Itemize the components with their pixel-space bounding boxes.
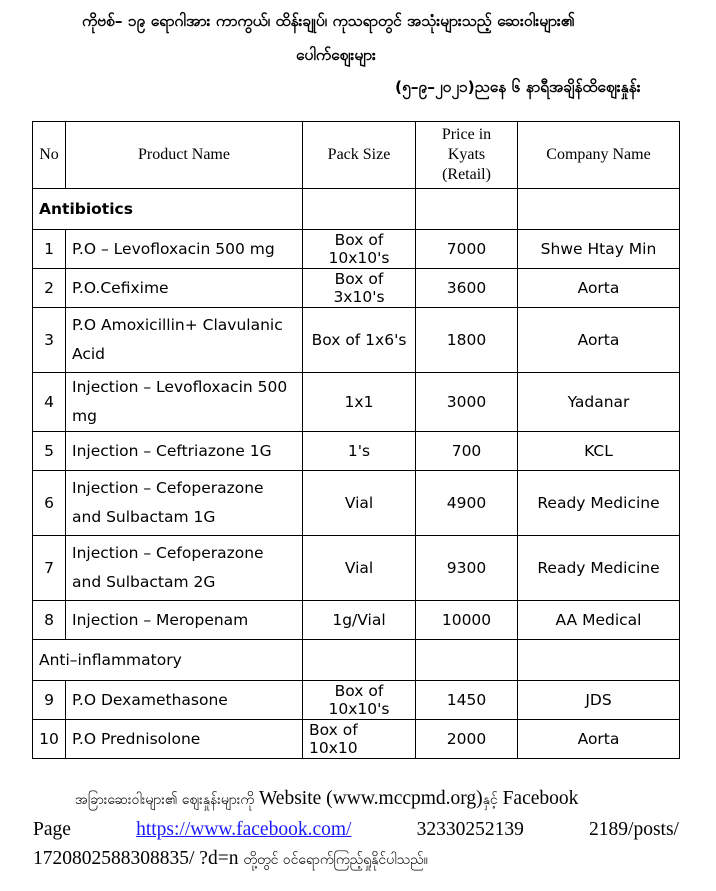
empty-cell (416, 640, 518, 681)
price: 1800 (416, 308, 518, 373)
section-row-antibiotics (33, 189, 680, 230)
row-no: 8 (33, 601, 66, 640)
section-row-anti-inflammatory (33, 640, 680, 681)
pack-size: 1g/Vial (303, 601, 416, 640)
header-no: No (33, 122, 66, 189)
footer-note (33, 784, 679, 875)
pack-size: 1x1 (303, 373, 416, 432)
product-name: Injection – Cefoperazone and Sulbactam 1G (66, 471, 303, 536)
price: 7000 (416, 230, 518, 269)
table-row (33, 536, 680, 601)
product-name: P.O Prednisolone (66, 720, 303, 759)
footer-num1: 32330252139 (416, 819, 524, 840)
price-date: (၅–၉–၂၀၂၁)ညနေ ၆ နာရီအချိန်ထိဈေးနှုန်း (395, 78, 641, 96)
price: 3600 (416, 269, 518, 308)
company-name: Shwe Htay Min (518, 230, 680, 269)
header-product-name: Product Name (66, 122, 303, 189)
footer-line-3 (33, 844, 679, 875)
row-no: 2 (33, 269, 66, 308)
row-no: 5 (33, 432, 66, 471)
company-name: Aorta (518, 269, 680, 308)
company-name: KCL (518, 432, 680, 471)
price: 4900 (416, 471, 518, 536)
header-price: Price in Kyats (Retail) (416, 122, 518, 189)
footer-website: Website (www.mccpmd.org) (258, 788, 483, 809)
pack-size: Vial (303, 471, 416, 536)
product-name: P.O Dexamethasone (66, 681, 303, 720)
row-no: 7 (33, 536, 66, 601)
pack-size: 1's (303, 432, 416, 471)
footer-and: နှင့် (482, 792, 498, 808)
footer-line-1 (33, 784, 679, 815)
company-name: Ready Medicine (518, 471, 680, 536)
price: 2000 (416, 720, 518, 759)
empty-cell (416, 189, 518, 230)
pack-size: Box of 10x10's (303, 230, 416, 269)
table-row (33, 681, 680, 720)
table-row (33, 471, 680, 536)
empty-cell (518, 640, 680, 681)
empty-cell (303, 189, 416, 230)
company-name: JDS (518, 681, 680, 720)
row-no: 6 (33, 471, 66, 536)
empty-cell (303, 640, 416, 681)
footer-mm-text: အခြားဆေးဝါးများ၏ ဈေးနှုန်းများကို (75, 792, 255, 808)
row-no: 10 (33, 720, 66, 759)
pack-size: Vial (303, 536, 416, 601)
section-title: Anti–inflammatory (33, 640, 303, 681)
product-name: P.O.Cefixime (66, 269, 303, 308)
price: 10000 (416, 601, 518, 640)
product-name: Injection – Ceftriazone 1G (66, 432, 303, 471)
pack-size: Box of 10x10 (303, 720, 416, 759)
header-pack-size: Pack Size (303, 122, 416, 189)
company-name: Aorta (518, 720, 680, 759)
footer-mm-closing: တို့တွင် ဝင်ရောက်ကြည့်ရှုနိုင်ပါသည်။ (243, 852, 428, 868)
table-header-row (33, 122, 680, 189)
table-row (33, 720, 680, 759)
section-title: Antibiotics (33, 189, 303, 230)
footer-post-id: 1720802588308835/ ?d=n (33, 848, 239, 869)
product-name: P.O Amoxicillin+ Clavulanic Acid (66, 308, 303, 373)
product-name: Injection – Meropenam (66, 601, 303, 640)
footer-facebook: Facebook (502, 788, 579, 809)
table-row (33, 269, 680, 308)
price: 3000 (416, 373, 518, 432)
row-no: 3 (33, 308, 66, 373)
table-row (33, 432, 680, 471)
product-name: P.O – Levofloxacin 500 mg (66, 230, 303, 269)
header-company-name: Company Name (518, 122, 680, 189)
company-name: AA Medical (518, 601, 680, 640)
document-title-line2: ပေါက်ဈေးများ (296, 46, 376, 64)
footer-page: Page (33, 819, 71, 840)
price: 700 (416, 432, 518, 471)
facebook-link[interactable]: https://www.facebook.com/ (136, 819, 352, 840)
empty-cell (518, 189, 680, 230)
pack-size: Box of 10x10's (303, 681, 416, 720)
price-table (32, 121, 680, 759)
row-no: 4 (33, 373, 66, 432)
company-name: Yadanar (518, 373, 680, 432)
row-no: 1 (33, 230, 66, 269)
table-row (33, 230, 680, 269)
price: 1450 (416, 681, 518, 720)
footer-num2: 2189/posts/ (589, 819, 679, 840)
company-name: Ready Medicine (518, 536, 680, 601)
table-row (33, 308, 680, 373)
company-name: Aorta (518, 308, 680, 373)
row-no: 9 (33, 681, 66, 720)
pack-size: Box of 1x6's (303, 308, 416, 373)
pack-size: Box of 3x10's (303, 269, 416, 308)
footer-line-2 (33, 815, 679, 844)
document-title-line1: ကိုဗစ်– ၁၉ ရောဂါအား ကာကွယ်၊ ထိန်းချုပ်၊ ကုသရာတွင် အသုံးများသည့် ဆေးဝါးများ၏ (82, 12, 575, 30)
table-row (33, 373, 680, 432)
price: 9300 (416, 536, 518, 601)
product-name: Injection – Levofloxacin 500 mg (66, 373, 303, 432)
table-row (33, 601, 680, 640)
product-name: Injection – Cefoperazone and Sulbactam 2G (66, 536, 303, 601)
